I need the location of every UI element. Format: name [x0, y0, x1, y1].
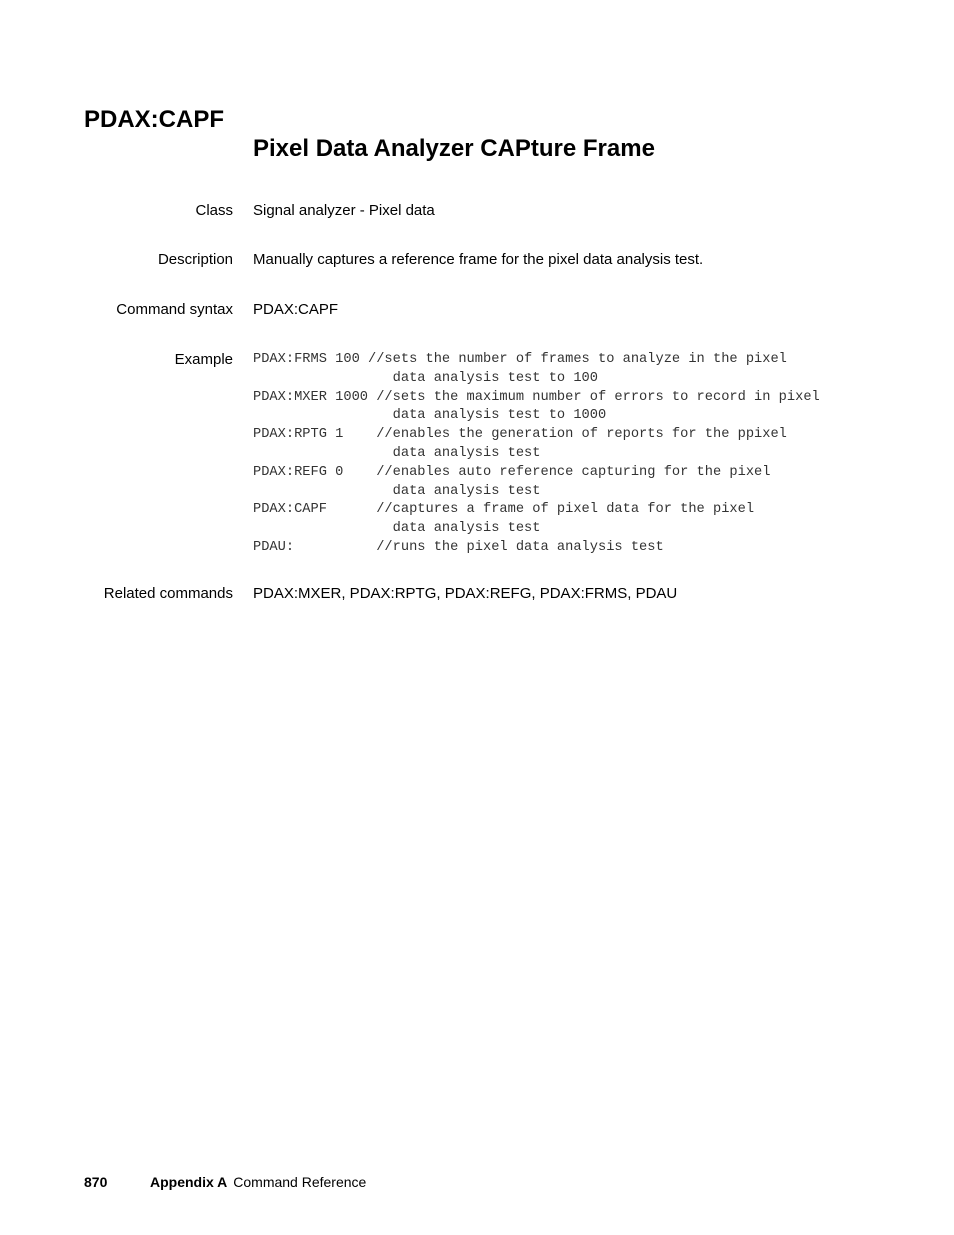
- page-number: 870: [84, 1174, 108, 1190]
- code-line: PDAX:FRMS 100 //sets the number of frames to analyze in the pixel: [253, 352, 787, 367]
- class-value: Signal analyzer - Pixel data: [253, 202, 435, 219]
- syntax-label: Command syntax: [116, 301, 233, 318]
- code-line: PDAX:MXER 1000 //sets the maximum number of errors to record in pixel: [253, 389, 820, 405]
- code-line: data analysis test: [253, 483, 541, 499]
- footer-appendix: Appendix A: [150, 1174, 228, 1190]
- code-line: data analysis test: [253, 445, 541, 461]
- command-name: PDAX:CAPF: [84, 106, 225, 133]
- example-code-block: [253, 351, 820, 558]
- class-label: Class: [195, 202, 233, 219]
- related-label: Related commands: [103, 585, 233, 602]
- footer-section: Command Reference: [233, 1174, 367, 1190]
- code-line: data analysis test to 1000: [253, 408, 607, 424]
- description-label: Description: [157, 251, 233, 268]
- related-value: PDAX:MXER, PDAX:RPTG, PDAX:REFG, PDAX:FRMS, PDAU: [253, 585, 678, 602]
- code-line: PDAU: //runs the pixel data analysis test: [253, 539, 664, 555]
- code-line: data analysis test to 100: [253, 370, 598, 386]
- command-full-name: Pixel Data Analyzer CAPture Frame: [253, 135, 655, 162]
- code-line: PDAX:RPTG 1 //enables the generation of reports for the ppixel: [253, 427, 787, 443]
- syntax-value: PDAX:CAPF: [253, 301, 339, 318]
- page-footer: [84, 1173, 366, 1191]
- code-line: PDAX:REFG 0 //enables auto reference capturing for the pixel: [253, 464, 771, 480]
- code-line: PDAX:CAPF //captures a frame of pixel data for the pixel: [253, 502, 755, 518]
- description-value: Manually captures a reference frame for the pixel data analysis test.: [253, 251, 704, 268]
- example-label: Example: [174, 351, 233, 368]
- code-line: data analysis test: [253, 521, 541, 537]
